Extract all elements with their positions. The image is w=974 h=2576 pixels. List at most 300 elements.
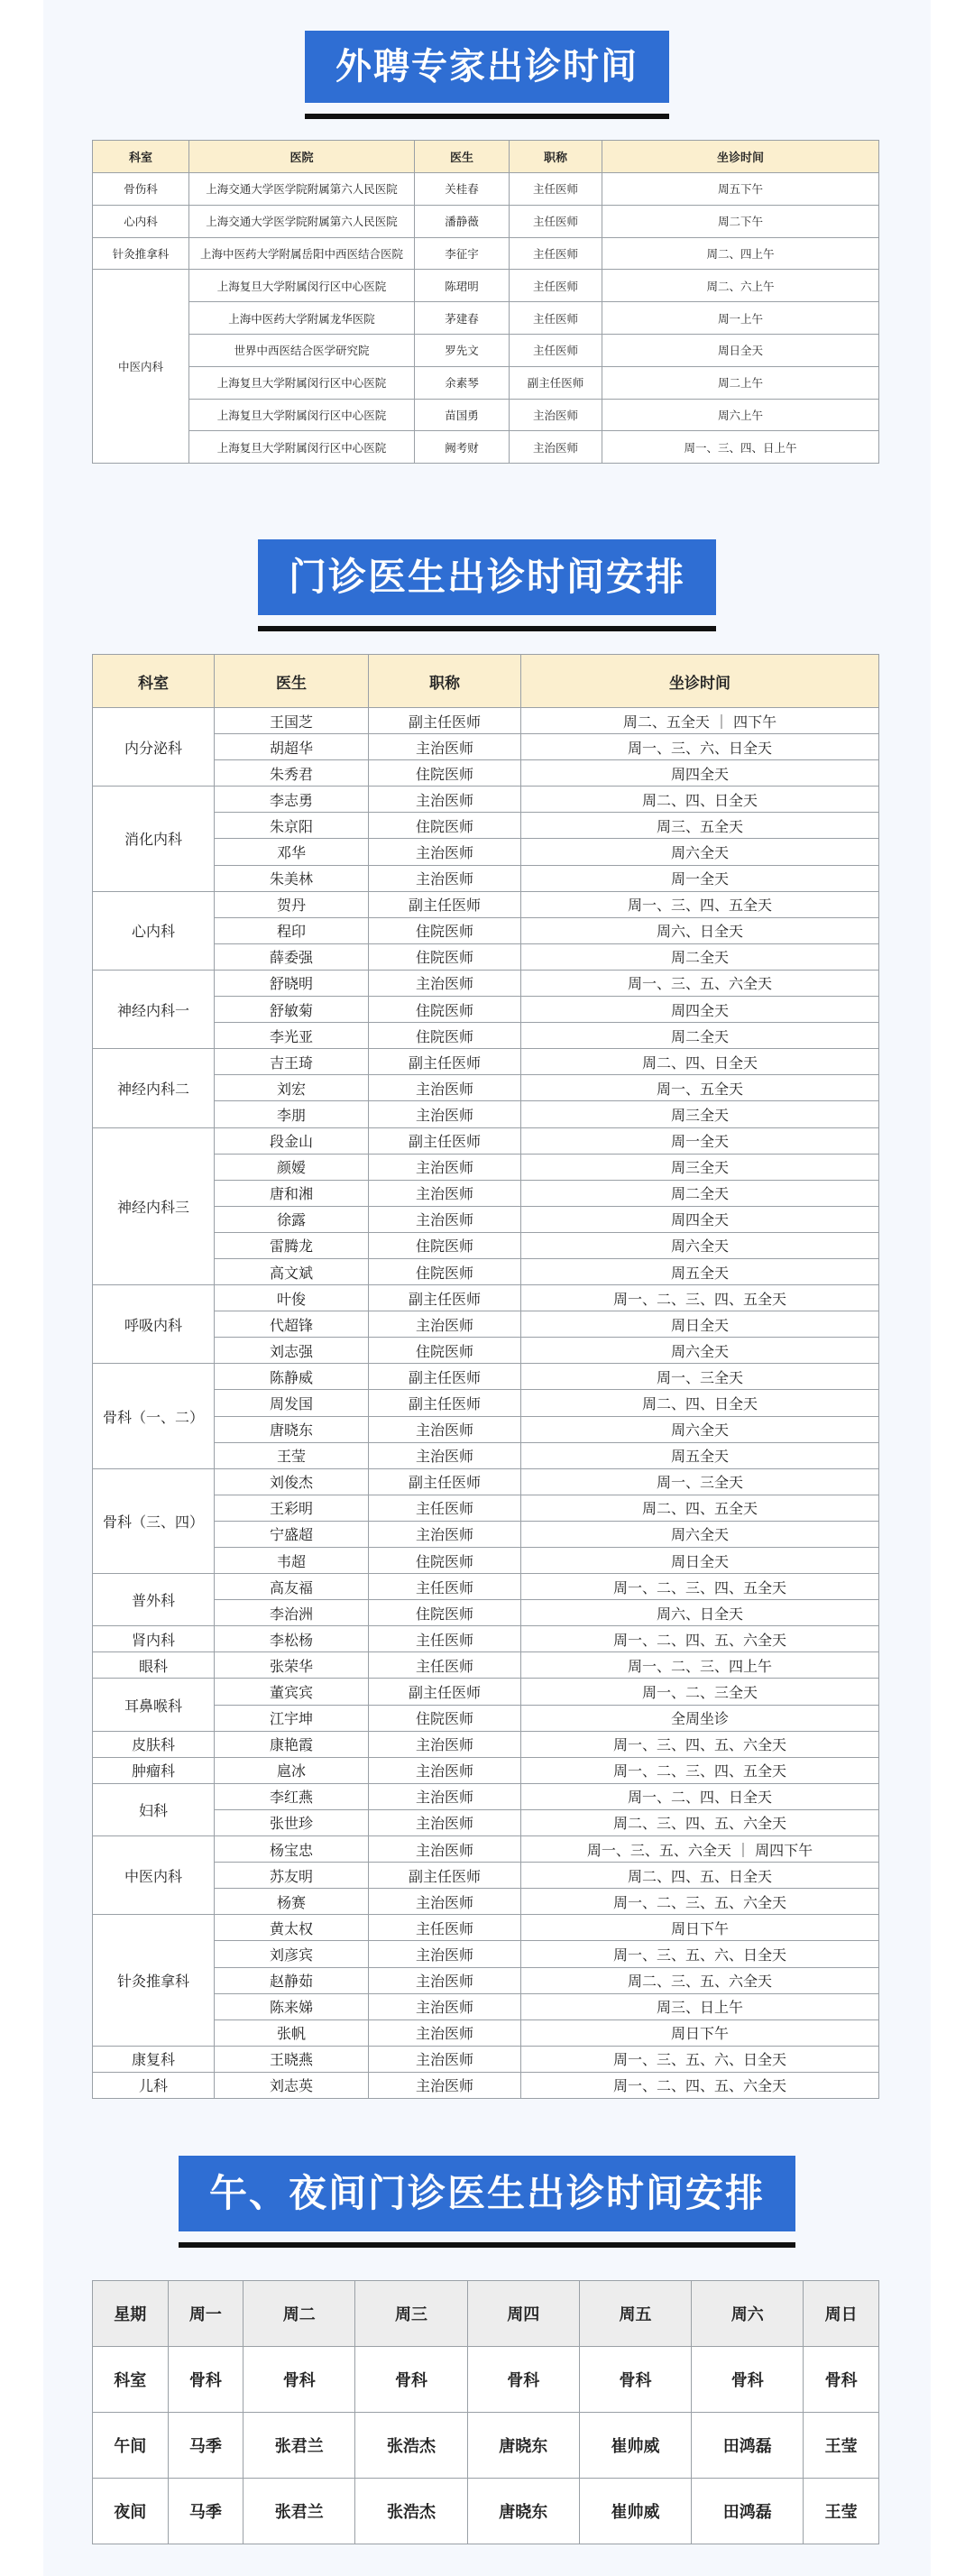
column-header: 坐诊时间	[602, 141, 879, 173]
table-row	[93, 1364, 879, 1390]
title-cell: 住院医师	[369, 1023, 521, 1049]
title-cell: 主任医师	[369, 1495, 521, 1521]
schedule-cell: 周一、三、六、日全天	[521, 734, 879, 760]
doctor-cell: 李朋	[215, 1101, 369, 1127]
doctor-cell: 刘宏	[215, 1075, 369, 1101]
title-cell: 主治医师	[369, 1442, 521, 1468]
column-header: 坐诊时间	[521, 655, 879, 708]
doctor-cell: 骨科	[692, 2347, 804, 2413]
table-row	[93, 1652, 879, 1679]
schedule-cell: 周六全天	[521, 839, 879, 865]
dept-cell: 皮肤科	[93, 1731, 215, 1757]
dept-cell: 妇科	[93, 1783, 215, 1835]
schedule-cell: 周一、二、四、日全天	[521, 1783, 879, 1809]
external-experts-table	[92, 140, 879, 464]
doctor-cell: 苗国勇	[415, 399, 510, 431]
hospital-cell: 上海复旦大学附属闵行区中心医院	[189, 270, 415, 302]
doctor-cell: 宁盛超	[215, 1521, 369, 1547]
title-cell: 副主任医师	[369, 1049, 521, 1075]
dept-cell: 康复科	[93, 2046, 215, 2072]
doctor-cell: 余素琴	[415, 366, 510, 399]
dept-cell: 神经内科二	[93, 1049, 215, 1127]
schedule-cell: 周二、四上午	[602, 237, 879, 270]
doctor-cell: 叶俊	[215, 1285, 369, 1311]
title-cell: 主治医师	[369, 1783, 521, 1809]
table-row	[93, 1468, 879, 1495]
schedule-cell: 周一、三全天	[521, 1468, 879, 1495]
schedule-cell: 周二、三、四、五、六全天	[521, 1809, 879, 1835]
title-cell: 主治医师	[369, 865, 521, 891]
table-row	[93, 1049, 879, 1075]
doctor-cell: 张帆	[215, 2019, 369, 2046]
schedule-cell: 周一、五全天	[521, 1075, 879, 1101]
doctor-cell: 高友福	[215, 1574, 369, 1600]
schedule-cell: 周日下午	[521, 1915, 879, 1941]
title-cell: 主治医师	[369, 1993, 521, 2019]
dept-cell: 呼吸内科	[93, 1285, 215, 1364]
title-cell: 主任医师	[510, 237, 602, 270]
schedule-cell: 周一、二、三、四、五全天	[521, 1757, 879, 1783]
dept-cell: 心内科	[93, 205, 189, 237]
doctor-cell: 黄太权	[215, 1915, 369, 1941]
title-cell: 主治医师	[369, 1180, 521, 1206]
schedule-cell: 周六上午	[602, 399, 879, 431]
table-row	[93, 270, 879, 302]
doctor-cell: 吉王琦	[215, 1049, 369, 1075]
title-cell: 主任医师	[510, 205, 602, 237]
hospital-cell: 上海复旦大学附属闵行区中心医院	[189, 366, 415, 399]
column-header: 医院	[189, 141, 415, 173]
schedule-cell: 周三、日上午	[521, 1993, 879, 2019]
title-cell: 副主任医师	[369, 1285, 521, 1311]
table-row	[93, 366, 879, 399]
doctor-cell: 茅建春	[415, 302, 510, 335]
doctor-cell: 王晓燕	[215, 2046, 369, 2072]
schedule-cell: 周一、三全天	[521, 1364, 879, 1390]
schedule-cell: 周六、日全天	[521, 917, 879, 943]
doctor-cell: 朱秀君	[215, 760, 369, 787]
title-cell: 住院医师	[369, 997, 521, 1023]
title-cell: 住院医师	[369, 1258, 521, 1284]
schedule-cell: 周三全天	[521, 1154, 879, 1180]
dept-cell: 骨科（三、四）	[93, 1468, 215, 1573]
doctor-cell: 朱美林	[215, 865, 369, 891]
title-cell: 副主任医师	[369, 891, 521, 917]
title-cell: 主治医师	[369, 734, 521, 760]
doctor-cell: 李光亚	[215, 1023, 369, 1049]
doctor-cell: 韦超	[215, 1548, 369, 1574]
title-cell: 主治医师	[369, 1731, 521, 1757]
section1-title: 外聘专家出诊时间	[305, 31, 669, 103]
doctor-cell: 罗先文	[415, 334, 510, 366]
column-header: 星期	[93, 2281, 169, 2347]
doctor-cell: 阙考财	[415, 431, 510, 464]
doctor-cell: 潘静薇	[415, 205, 510, 237]
title-cell: 主治医师	[369, 1154, 521, 1180]
row-label-cell: 科室	[93, 2347, 169, 2413]
doctor-cell: 骨科	[168, 2347, 244, 2413]
table-row	[93, 399, 879, 431]
title-cell: 主任医师	[510, 334, 602, 366]
title-cell: 主治医师	[369, 1941, 521, 1967]
title-cell: 主治医师	[369, 970, 521, 996]
doctor-cell: 王国芝	[215, 708, 369, 734]
schedule-cell: 周六全天	[521, 1416, 879, 1442]
doctor-cell: 程印	[215, 917, 369, 943]
title-cell: 主治医师	[369, 1809, 521, 1835]
dept-cell: 耳鼻喉科	[93, 1679, 215, 1731]
doctor-cell: 杨赛	[215, 1889, 369, 1915]
hospital-cell: 上海交通大学医学院附属第六人民医院	[189, 205, 415, 237]
schedule-cell: 周一、二、三、五、六全天	[521, 1889, 879, 1915]
schedule-cell: 周一、二、三全天	[521, 1679, 879, 1705]
title-cell: 主治医师	[369, 1836, 521, 1863]
dept-cell: 儿科	[93, 2072, 215, 2098]
doctor-cell: 段金山	[215, 1127, 369, 1154]
schedule-cell: 周日全天	[602, 334, 879, 366]
doctor-cell: 张浩杰	[355, 2479, 467, 2544]
doctor-cell: 马季	[168, 2413, 244, 2479]
doctor-cell: 王莹	[804, 2479, 879, 2544]
doctor-cell: 代超锋	[215, 1311, 369, 1338]
table-row	[93, 2347, 879, 2413]
doctor-cell: 徐露	[215, 1206, 369, 1232]
doctor-cell: 骨科	[244, 2347, 355, 2413]
title-cell: 主任医师	[369, 1626, 521, 1652]
schedule-cell: 周五全天	[521, 1442, 879, 1468]
doctor-cell: 赵静茹	[215, 1967, 369, 1993]
table-row	[93, 1127, 879, 1154]
column-header: 职称	[510, 141, 602, 173]
schedule-cell: 周二、四、日全天	[521, 787, 879, 813]
title-cell: 住院医师	[369, 1705, 521, 1731]
title-cell: 主治医师	[369, 1075, 521, 1101]
title-cell: 副主任医师	[369, 1863, 521, 1889]
doctor-cell: 刘俊杰	[215, 1468, 369, 1495]
schedule-cell: 周日下午	[521, 2019, 879, 2046]
table-row	[93, 787, 879, 813]
title-cell: 住院医师	[369, 1600, 521, 1626]
schedule-cell: 周三全天	[521, 1101, 879, 1127]
column-header: 科室	[93, 655, 215, 708]
doctor-cell: 李红燕	[215, 1783, 369, 1809]
title-cell: 主治医师	[369, 1206, 521, 1232]
title-cell: 主治医师	[369, 1416, 521, 1442]
schedule-cell: 周一、三、四、日上午	[602, 431, 879, 464]
schedule-cell: 周一、二、四、五、六全天	[521, 2072, 879, 2098]
doctor-cell: 骨科	[804, 2347, 879, 2413]
table-row	[93, 205, 879, 237]
column-header: 职称	[369, 655, 521, 708]
doctor-cell: 颜嫒	[215, 1154, 369, 1180]
title-cell: 住院医师	[369, 760, 521, 787]
schedule-cell: 周二、四、日全天	[521, 1049, 879, 1075]
doctor-cell: 舒敏菊	[215, 997, 369, 1023]
dept-cell: 肾内科	[93, 1626, 215, 1652]
title-cell: 副主任医师	[369, 1468, 521, 1495]
doctor-cell: 唐晓东	[215, 1416, 369, 1442]
table-row	[93, 2413, 879, 2479]
section3-heading	[0, 2156, 974, 2231]
hospital-cell: 上海中医药大学附属龙华医院	[189, 302, 415, 335]
schedule-cell: 周日全天	[521, 1548, 879, 1574]
title-cell: 副主任医师	[369, 708, 521, 734]
doctor-cell: 扈冰	[215, 1757, 369, 1783]
title-cell: 主治医师	[369, 1521, 521, 1547]
dept-cell: 内分泌科	[93, 708, 215, 787]
doctor-cell: 李松杨	[215, 1626, 369, 1652]
doctor-cell: 马季	[168, 2479, 244, 2544]
doctor-cell: 邓华	[215, 839, 369, 865]
doctor-cell: 贺丹	[215, 891, 369, 917]
table-row	[93, 2046, 879, 2072]
hospital-cell: 上海中医药大学附属岳阳中西医结合医院	[189, 237, 415, 270]
title-cell: 主治医师	[369, 1311, 521, 1338]
title-cell: 主治医师	[369, 2019, 521, 2046]
schedule-cell: 周六全天	[521, 1338, 879, 1364]
table-row	[93, 1836, 879, 1863]
doctor-cell: 张世珍	[215, 1809, 369, 1835]
doctor-cell: 张浩杰	[355, 2413, 467, 2479]
doctor-cell: 高文斌	[215, 1258, 369, 1284]
doctor-cell: 陈静威	[215, 1364, 369, 1390]
table-row	[93, 708, 879, 734]
schedule-cell: 周二、四、日全天	[521, 1390, 879, 1416]
row-label-cell: 夜间	[93, 2479, 169, 2544]
dept-cell: 针灸推拿科	[93, 1915, 215, 2046]
table-row	[93, 1285, 879, 1311]
column-header: 科室	[93, 141, 189, 173]
doctor-cell: 崔帅威	[579, 2413, 691, 2479]
column-header: 周五	[579, 2281, 691, 2347]
table-row	[93, 334, 879, 366]
doctor-cell: 江宇坤	[215, 1705, 369, 1731]
doctor-cell: 骨科	[355, 2347, 467, 2413]
schedule-cell: 周六全天	[521, 1232, 879, 1258]
doctor-cell: 田鸿磊	[692, 2479, 804, 2544]
title-cell: 副主任医师	[369, 1679, 521, 1705]
schedule-cell: 周四全天	[521, 760, 879, 787]
table-row	[93, 2072, 879, 2098]
doctor-cell: 唐和湘	[215, 1180, 369, 1206]
doctor-cell: 张君兰	[244, 2413, 355, 2479]
schedule-cell: 周四全天	[521, 1206, 879, 1232]
title-cell: 主任医师	[510, 173, 602, 206]
table-row	[93, 1626, 879, 1652]
doctor-cell: 康艳霞	[215, 1731, 369, 1757]
title-cell: 主任医师	[369, 1652, 521, 1679]
title-cell: 副主任医师	[369, 1390, 521, 1416]
table-row	[93, 1574, 879, 1600]
title-cell: 主治医师	[369, 839, 521, 865]
schedule-cell: 周一、三、五、六、日全天	[521, 2046, 879, 2072]
dept-cell: 骨科（一、二）	[93, 1364, 215, 1468]
title-cell: 主任医师	[369, 1915, 521, 1941]
row-label-cell: 午间	[93, 2413, 169, 2479]
schedule-cell: 周二全天	[521, 1180, 879, 1206]
dept-cell: 神经内科一	[93, 970, 215, 1048]
doctor-cell: 李征宇	[415, 237, 510, 270]
schedule-cell: 周日全天	[521, 1311, 879, 1338]
column-header: 周二	[244, 2281, 355, 2347]
outpatient-schedule-table	[92, 654, 879, 2099]
schedule-cell: 周一、二、三、四、五全天	[521, 1574, 879, 1600]
dept-cell: 针灸推拿科	[93, 237, 189, 270]
doctor-cell: 崔帅威	[579, 2479, 691, 2544]
table-row	[93, 1679, 879, 1705]
doctor-cell: 骨科	[467, 2347, 579, 2413]
title-cell: 主治医师	[369, 1889, 521, 1915]
title-cell: 主治医师	[369, 1967, 521, 1993]
schedule-cell: 周一、三、五、六全天	[521, 970, 879, 996]
schedule-cell: 周四全天	[521, 997, 879, 1023]
doctor-cell: 刘彦宾	[215, 1941, 369, 1967]
doctor-cell: 薛委强	[215, 943, 369, 970]
schedule-cell: 周三、五全天	[521, 813, 879, 839]
schedule-cell: 周二下午	[602, 205, 879, 237]
title-cell: 主治医师	[369, 2046, 521, 2072]
schedule-cell: 周一全天	[521, 1127, 879, 1154]
doctor-cell: 王莹	[804, 2413, 879, 2479]
hospital-cell: 上海交通大学医学院附属第六人民医院	[189, 173, 415, 206]
table-row	[93, 302, 879, 335]
dept-cell: 中医内科	[93, 270, 189, 464]
title-cell: 住院医师	[369, 1548, 521, 1574]
doctor-cell: 张荣华	[215, 1652, 369, 1679]
schedule-cell: 周二上午	[602, 366, 879, 399]
table-row	[93, 891, 879, 917]
schedule-cell: 周六全天	[521, 1521, 879, 1547]
doctor-cell: 刘志英	[215, 2072, 369, 2098]
schedule-cell: 周二全天	[521, 943, 879, 970]
table-row	[93, 970, 879, 996]
schedule-cell: 周二、五全天 ｜ 四下午	[521, 708, 879, 734]
doctor-cell: 张君兰	[244, 2479, 355, 2544]
table-row	[93, 2479, 879, 2544]
table-row	[93, 173, 879, 206]
doctor-cell: 田鸿磊	[692, 2413, 804, 2479]
section1-heading	[0, 31, 974, 103]
title-cell: 住院医师	[369, 917, 521, 943]
doctor-cell: 骨科	[579, 2347, 691, 2413]
hospital-cell: 世界中西医结合医学研究院	[189, 334, 415, 366]
doctor-cell: 刘志强	[215, 1338, 369, 1364]
schedule-cell: 周一全天	[521, 865, 879, 891]
schedule-cell: 周二、四、五、日全天	[521, 1863, 879, 1889]
doctor-cell: 唐晓东	[467, 2479, 579, 2544]
table-row	[93, 1915, 879, 1941]
doctor-cell: 杨宝忠	[215, 1836, 369, 1863]
table-row	[93, 431, 879, 464]
title-cell: 主治医师	[510, 431, 602, 464]
title-cell: 住院医师	[369, 1232, 521, 1258]
schedule-cell: 周二、三、五、六全天	[521, 1967, 879, 1993]
title-cell: 主治医师	[369, 787, 521, 813]
title-cell: 主治医师	[369, 2072, 521, 2098]
column-header: 医生	[215, 655, 369, 708]
title-cell: 副主任医师	[369, 1364, 521, 1390]
dept-cell: 眼科	[93, 1652, 215, 1679]
schedule-cell: 周二、六上午	[602, 270, 879, 302]
dept-cell: 普外科	[93, 1574, 215, 1626]
title-cell: 主任医师	[369, 1574, 521, 1600]
dept-cell: 消化内科	[93, 787, 215, 891]
schedule-cell: 周五下午	[602, 173, 879, 206]
title-cell: 主治医师	[369, 1101, 521, 1127]
noon-night-schedule-table	[92, 2280, 879, 2544]
dept-cell: 中医内科	[93, 1836, 215, 1915]
title-cell: 主任医师	[510, 270, 602, 302]
schedule-cell: 周一、三、四、五全天	[521, 891, 879, 917]
schedule-cell: 周一、三、五、六全天 ｜ 周四下午	[521, 1836, 879, 1863]
doctor-cell: 王彩明	[215, 1495, 369, 1521]
doctor-cell: 苏友明	[215, 1863, 369, 1889]
schedule-cell: 周二、四、五全天	[521, 1495, 879, 1521]
column-header: 周日	[804, 2281, 879, 2347]
schedule-cell: 周一、三、五、六、日全天	[521, 1941, 879, 1967]
section2-title: 门诊医生出诊时间安排	[258, 539, 716, 615]
doctor-cell: 陈珺明	[415, 270, 510, 302]
hospital-cell: 上海复旦大学附属闵行区中心医院	[189, 431, 415, 464]
doctor-cell: 陈来娣	[215, 1993, 369, 2019]
schedule-cell: 周一、二、三、四、五全天	[521, 1285, 879, 1311]
title-cell: 住院医师	[369, 813, 521, 839]
doctor-cell: 唐晓东	[467, 2413, 579, 2479]
table-row	[93, 1731, 879, 1757]
doctor-cell: 李志勇	[215, 787, 369, 813]
doctor-cell: 李治洲	[215, 1600, 369, 1626]
schedule-cell: 周一、二、四、五、六全天	[521, 1626, 879, 1652]
doctor-cell: 朱京阳	[215, 813, 369, 839]
title-cell: 主治医师	[510, 399, 602, 431]
column-header: 周四	[467, 2281, 579, 2347]
table-row	[93, 1757, 879, 1783]
column-header: 医生	[415, 141, 510, 173]
title-cell: 主治医师	[369, 1757, 521, 1783]
title-cell: 住院医师	[369, 943, 521, 970]
title-cell: 副主任医师	[510, 366, 602, 399]
dept-cell: 骨伤科	[93, 173, 189, 206]
schedule-cell: 周五全天	[521, 1258, 879, 1284]
doctor-cell: 周发国	[215, 1390, 369, 1416]
dept-cell: 心内科	[93, 891, 215, 970]
schedule-cell: 周六、日全天	[521, 1600, 879, 1626]
schedule-cell: 周一、二、三、四上午	[521, 1652, 879, 1679]
column-header: 周一	[168, 2281, 244, 2347]
title-cell: 主任医师	[510, 302, 602, 335]
doctor-cell: 雷腾龙	[215, 1232, 369, 1258]
dept-cell: 神经内科三	[93, 1127, 215, 1285]
column-header: 周三	[355, 2281, 467, 2347]
schedule-cell: 全周坐诊	[521, 1705, 879, 1731]
doctor-cell: 胡超华	[215, 734, 369, 760]
title-cell: 副主任医师	[369, 1127, 521, 1154]
dept-cell: 肿瘤科	[93, 1757, 215, 1783]
title-cell: 住院医师	[369, 1338, 521, 1364]
doctor-cell: 王莹	[215, 1442, 369, 1468]
doctor-cell: 舒晓明	[215, 970, 369, 996]
doctor-cell: 董宾宾	[215, 1679, 369, 1705]
schedule-cell: 周一、三、四、五、六全天	[521, 1731, 879, 1757]
hospital-cell: 上海复旦大学附属闵行区中心医院	[189, 399, 415, 431]
section3-title: 午、夜间门诊医生出诊时间安排	[179, 2156, 795, 2231]
table-row	[93, 1783, 879, 1809]
schedule-cell: 周二全天	[521, 1023, 879, 1049]
schedule-cell: 周一上午	[602, 302, 879, 335]
column-header: 周六	[692, 2281, 804, 2347]
section2-heading	[0, 539, 974, 615]
doctor-cell: 关桂春	[415, 173, 510, 206]
